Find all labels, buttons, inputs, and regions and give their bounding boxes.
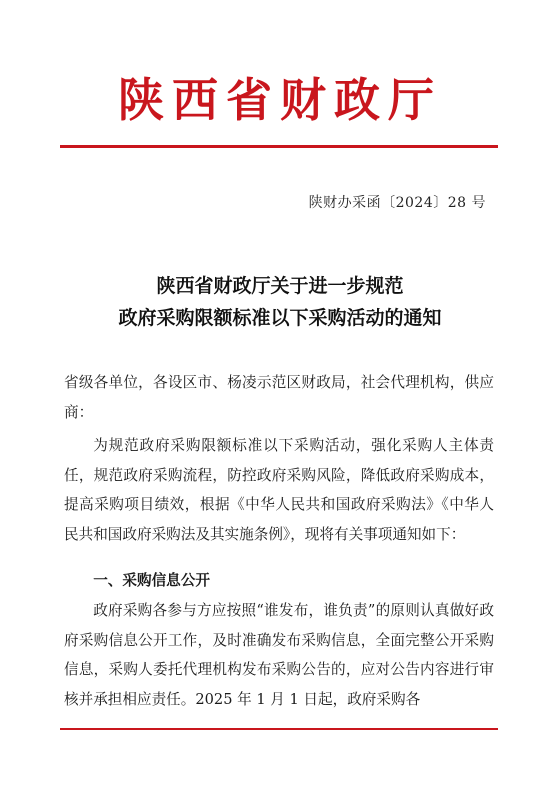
notice-title-line-1: 陕西省财政厅关于进一步规范 <box>156 275 404 297</box>
addressee: 省级各单位，各设区市、杨凌示范区财政局，社会代理机构，供应商： <box>64 374 494 421</box>
letterhead-title: 陕西省财政厅 <box>118 73 442 127</box>
document-number: 陕财办采函〔2024〕28 号 <box>308 195 486 211</box>
notice-title <box>0 270 560 334</box>
footer-red-rule <box>60 728 498 730</box>
notice-title-line-2: 政府采购限额标准以下采购活动的通知 <box>118 307 442 329</box>
letterhead-red-rule <box>60 145 498 148</box>
section-1-paragraph: 政府采购各参与方应按照“谁发布，谁负责”的原则认真做好政府采购信息公开工作，及时准确发布采购信息，全面完整公开采购信息，采购人委托代理机构发布采购公告的，应对公告内容进行审核并承担相应责任。2025 年 1 月 1 日起，政府采购各 <box>64 602 494 708</box>
intro-paragraph: 为规范政府采购限额标准以下采购活动，强化采购人主体责任，规范政府采购流程，防控政府采购风险，降低政府采购成本，提高采购项目绩效，根据《中华人民共和国政府采购法》《中华人民共和国政府采购法及其实施条例》，现将有关事项通知如下： <box>64 437 494 543</box>
section-heading-1: 一、采购信息公开 <box>93 572 210 589</box>
